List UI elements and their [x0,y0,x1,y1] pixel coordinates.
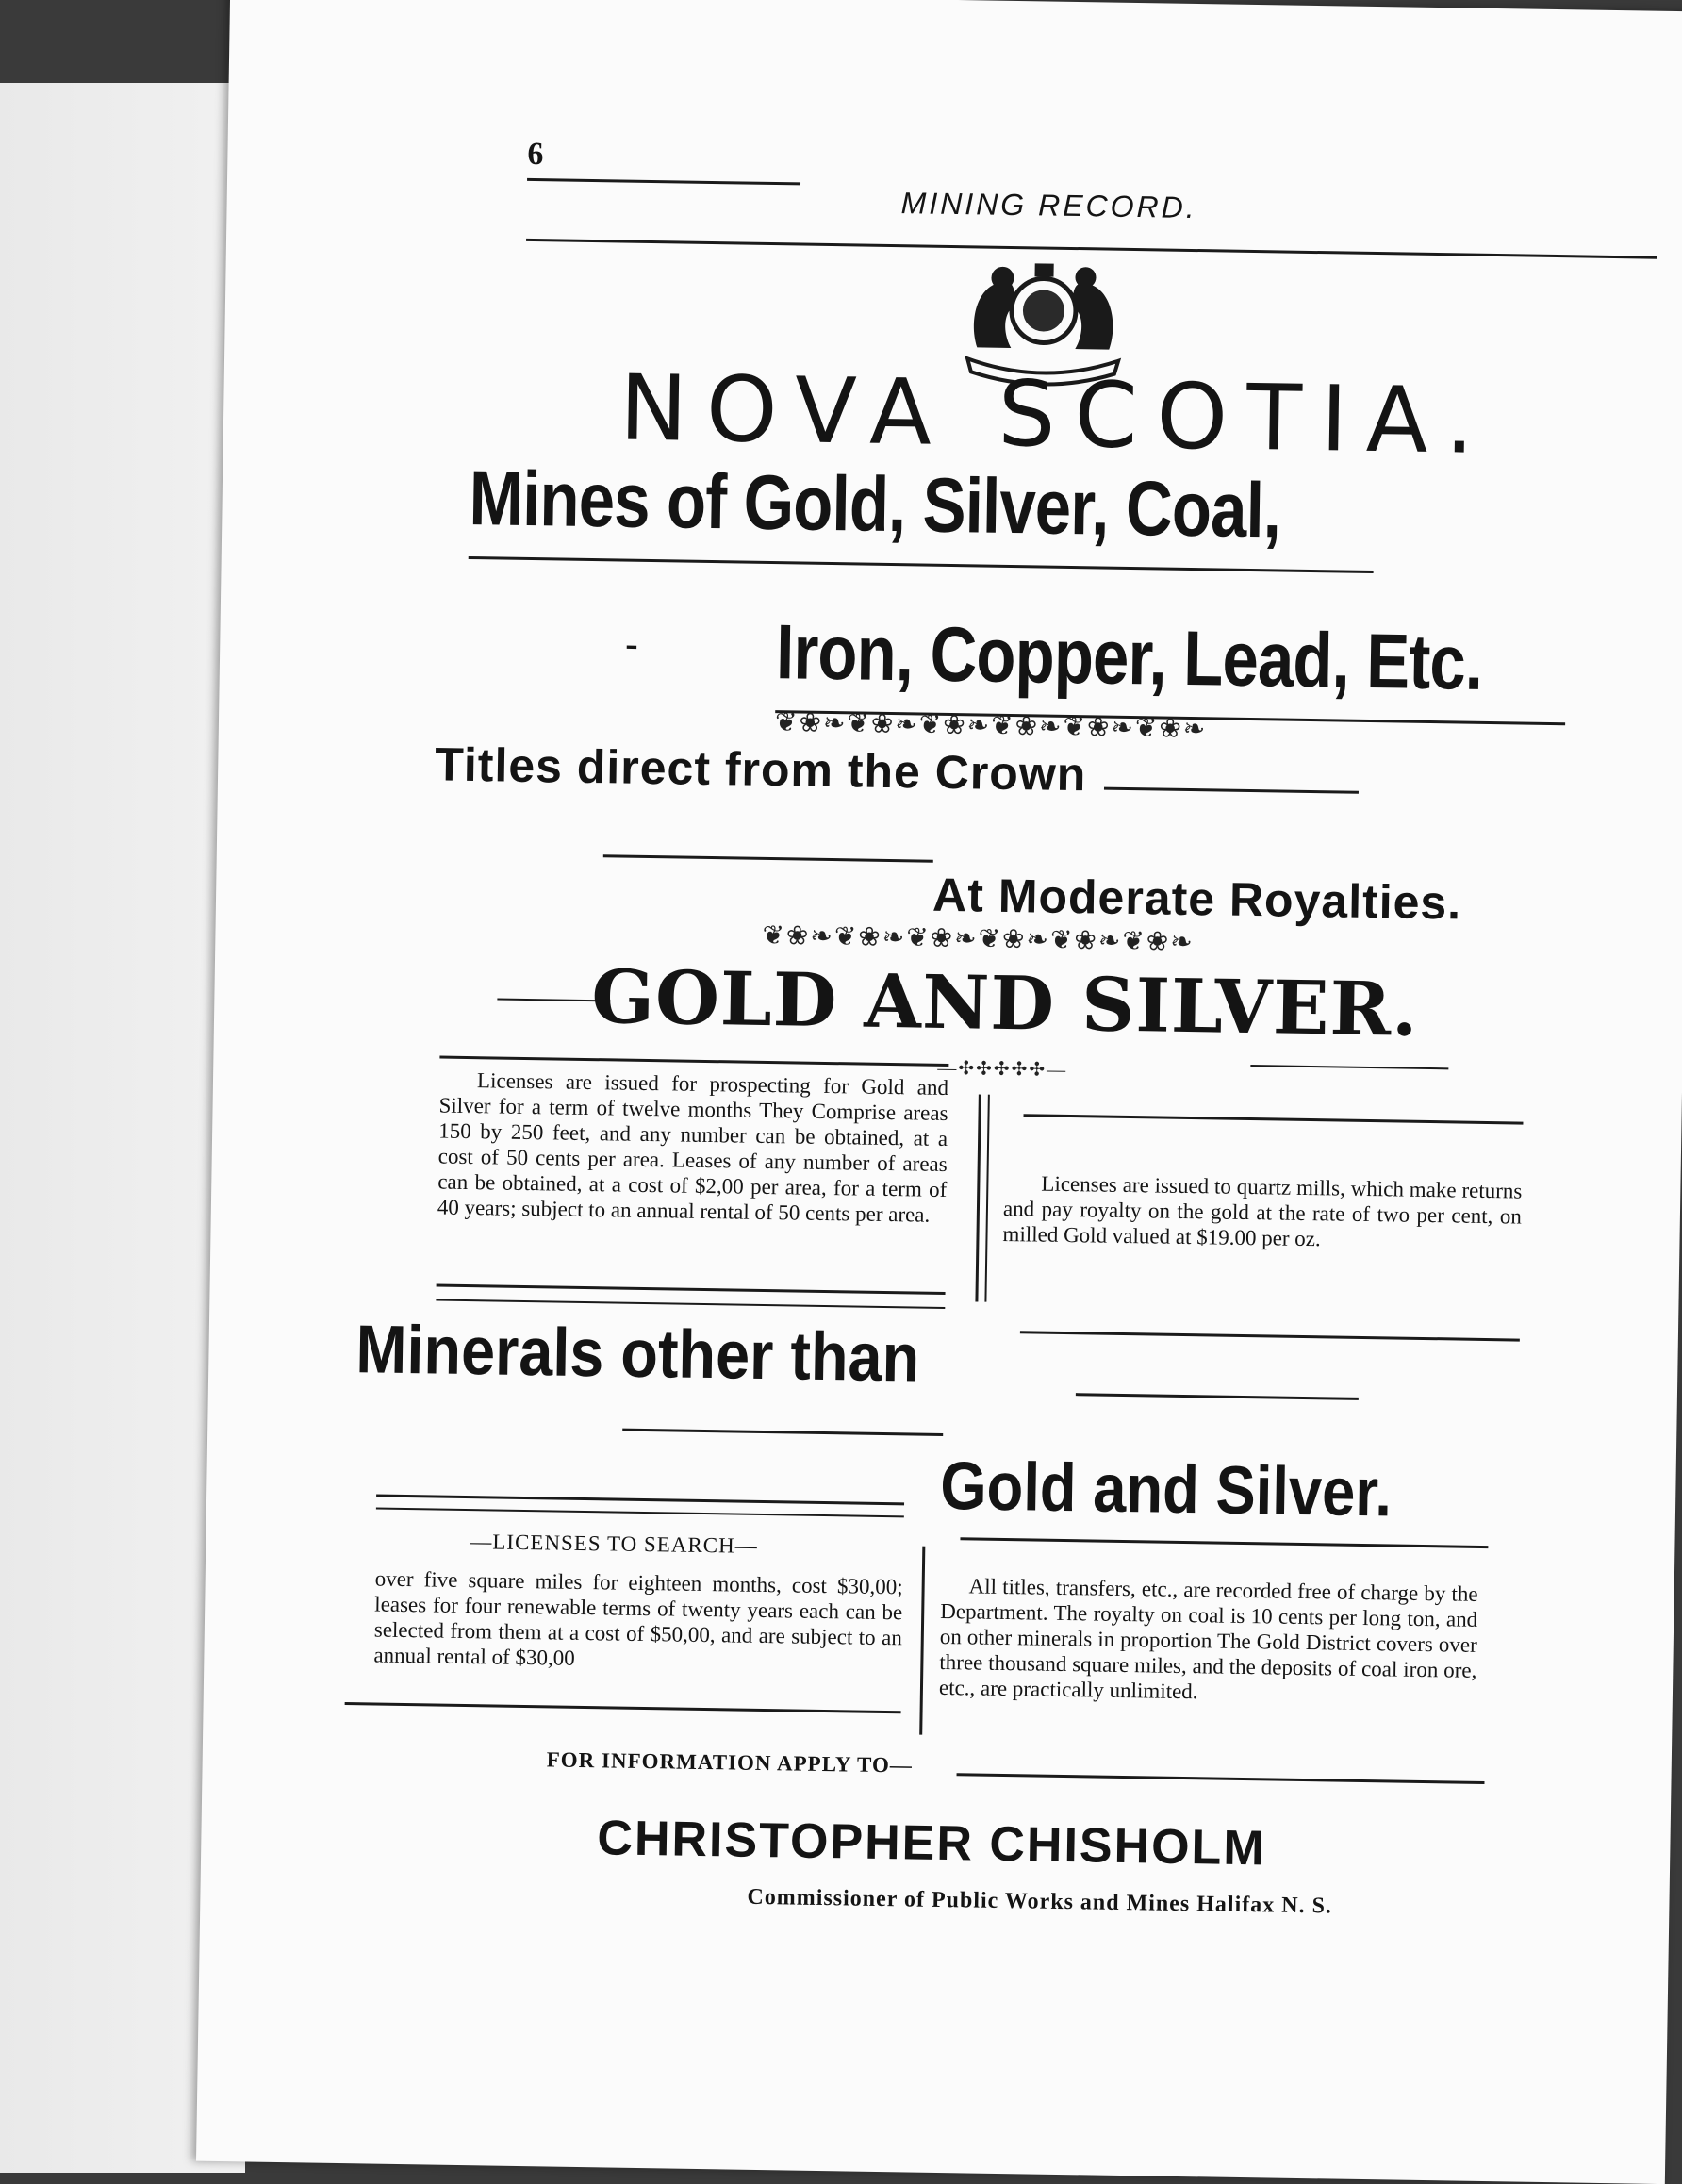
gs-column-divider [975,1095,981,1302]
heading-dash: - [624,621,639,665]
apply-notice: FOR INFORMATION APPLY TO— [546,1747,914,1778]
region-title: NOVA SCOTIA. [618,355,1494,474]
gs-col-left-bottom-rule-2 [436,1299,945,1309]
ornament-divider-2: ❦❀❧❦❀❧❦❀❧❦❀❧❦❀❧❦❀❧ [762,920,1195,958]
ornament-small: —✣✣✣✣✣— [937,1057,1068,1081]
min-column-divider [919,1547,925,1735]
tagline-rule-1 [1104,787,1359,794]
min-col-left-top-rule-2 [376,1508,904,1518]
gs-rule-right [1250,1065,1448,1069]
ornament-divider-1: ❦❀❧❦❀❧❦❀❧❦❀❧❦❀❧❦❀❧ [774,708,1208,745]
gs-col-left-top-rule [439,1056,948,1067]
gold-silver-quartz-mills-text: Licenses are issued to quartz mills, which make returns and pay royalty on the gold at the rate of two per cent, on milled Gold valued at $19.00 per oz. [1002,1171,1523,1251]
minerals-rule-1 [1076,1393,1359,1400]
licenses-to-search-subhead: —LICENSES TO SEARCH— [470,1530,758,1558]
gold-silver-prospecting-text: Licenses are issued for prospecting for Gold and Silver for a term of twelve months They Comprise areas 150 by 250 feet, and any number can be obtained, at a cost of 50 cents per area. Leases of any number of areas can be obtained, at a cost of $2,00 per area, for a term of 40 years; subject to an annual rental of 50 cents per area. [437,1068,949,1227]
licenses-to-search-text: over five square miles for eighteen months, cost $30,00; leases for four renewable terms of twenty years each can be selected from them at a cost of $50,00, and are subject to an annual rental of $30,00 [373,1566,903,1670]
page-number: 6 [527,136,544,173]
document-page [196,0,1682,2184]
gs-col-right-top-rule [1024,1114,1524,1124]
gs-col-left-bottom-rule [437,1284,946,1295]
min-col-left-bottom-rule [345,1702,901,1713]
min-col-right-top-rule [960,1537,1488,1548]
min-col-right-bottom-rule [957,1773,1485,1784]
commissioner-name: CHRISTOPHER CHISHOLM [596,1811,1267,1877]
heading-rule-1 [469,556,1374,573]
tagline-rule-2 [603,854,933,862]
running-head: MINING RECORD. [900,186,1197,225]
minerals-rule-2 [622,1429,943,1436]
titles-royalty-text: All titles, transfers, etc., are recorded free of charge by the Department. The royalty on coal is 10 cents per long ton, and on other minerals in proportion The Gold District covers over three thousand square miles, and the deposits of coal iron ore, etc., are practically unlimited. [938,1574,1478,1704]
commissioner-title: Commissioner of Public Works and Mines Halifax N. S. [747,1884,1333,1919]
minerals-heading-line2: Gold and Silver. [939,1448,1393,1531]
minerals-heading-line1: Minerals other than [355,1312,920,1397]
gs-col-right-bottom-rule [1020,1331,1520,1341]
gs-column-divider-2 [984,1095,989,1302]
min-col-left-top-rule [376,1495,904,1506]
header-rule-left [527,178,800,186]
tagline-line1: Titles direct from the Crown [434,737,1087,802]
gold-silver-heading: GOLD AND SILVER. [590,954,1420,1053]
mines-heading-line1: Mines of Gold, Silver, Coal, [469,455,1281,554]
tagline-line2: At Moderate Royalties. [932,868,1462,930]
mines-heading-line2: Iron, Copper, Lead, Etc. [775,609,1483,706]
